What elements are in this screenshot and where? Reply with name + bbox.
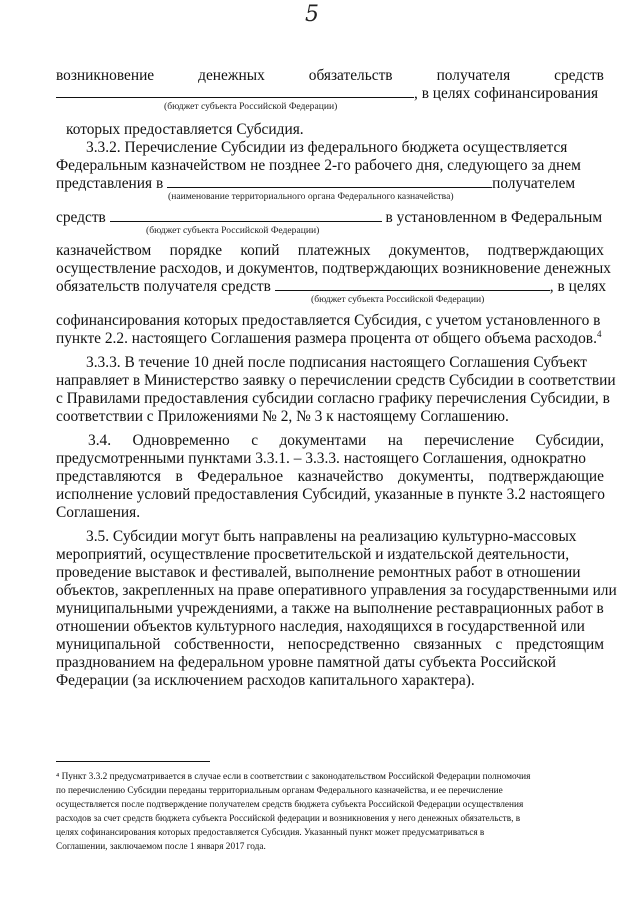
- line-text: , в целях софинансирования: [414, 85, 599, 102]
- footnote-line: по перечислению Субсидии переданы территориальным органам Федерального казначейства, и ее перечисление: [56, 786, 503, 796]
- word: собственности,: [174, 636, 275, 653]
- line-text: пункте 2.2. настоящего Соглашения размера процента от общего объема расходов.: [56, 330, 597, 347]
- footnote-divider: [56, 761, 210, 762]
- word: муниципальной: [56, 636, 161, 653]
- line-text: , в целях: [549, 278, 607, 295]
- text-line-20: исполнение условий предоставления Субсидий, указанные в пункте 3.2 настоящего: [56, 486, 605, 503]
- blank-caption: (бюджет субъекта Российской Федерации): [146, 225, 320, 236]
- fill-in-blank: [275, 277, 550, 291]
- text-line-16: соответствии с Приложениями № 2, № 3 к настоящему Соглашению.: [56, 408, 509, 425]
- text-line-9: осуществление расходов, и документов, подтверждающих возникновение денежных: [56, 260, 611, 277]
- text-line-21: Соглашения.: [56, 504, 141, 521]
- text-line-24: проведение выставок и фестивалей, выполнение ремонтных работ в отношении: [56, 564, 581, 581]
- footnote-line: Соглашении, заключаемом после 1 января 2017 года.: [56, 842, 266, 852]
- word: Одновременно: [132, 432, 230, 449]
- text-line-27: отношении объектов культурного наследия, находящихся в государственной или: [56, 618, 585, 635]
- word: Субсидии,: [535, 432, 604, 449]
- text-line-4: [86, 138, 604, 158]
- word: казначейством: [56, 242, 152, 259]
- line-text: в установленном в Федеральным: [385, 209, 603, 226]
- text-line-23: мероприятий, осуществление просветительской и издательской деятельности,: [56, 546, 570, 563]
- fill-in-blank: [167, 174, 492, 188]
- blank-caption: (бюджет субъекта Российской Федерации): [164, 101, 338, 112]
- line-text: 3.3.2. Перечисление Субсидии из федерального бюджета осуществляется: [86, 139, 568, 156]
- text-line-30: Федерации (за исключением расходов капитального характера).: [56, 672, 475, 689]
- blank-caption: (наименование территориального органа Федерального казначейства): [168, 191, 454, 202]
- word: денежных: [198, 67, 265, 84]
- footnote-line: ⁴ Пункт 3.3.2 предусматривается в случае если в соответствии с законодательством Российской Федерации полномочия: [56, 772, 531, 782]
- text-line-5: Федеральным казначейством не позднее 2-го рабочего дня, следующего за днем: [56, 157, 581, 174]
- word: копий: [240, 242, 280, 259]
- line-text: обязательств получателя средств: [56, 278, 271, 295]
- word: с: [495, 636, 503, 653]
- word: с: [251, 432, 259, 449]
- word: получателя: [436, 67, 511, 84]
- word: документами: [279, 432, 367, 449]
- word: связанных: [413, 636, 482, 653]
- word: казначейство: [297, 468, 384, 485]
- footnote-line: расходов за счет средств бюджета субъекта Российской федерации и возникновения у него денежных обязательств, в: [56, 814, 521, 824]
- fill-in-blank: [56, 84, 414, 98]
- footnote-marker: 4: [596, 328, 602, 339]
- word: подтверждающие: [488, 468, 604, 485]
- text-line-26: муниципальными учреждениями, а также на выполнение реставрационных работ в: [56, 600, 604, 617]
- line-text: средств: [56, 209, 106, 226]
- footnote-line: целях софинансирования которых предоставляется Субсидия. Указанный пункт может предусматриваться в: [56, 828, 485, 838]
- word: порядке: [169, 242, 223, 259]
- word: в: [175, 468, 183, 485]
- word: перечисление: [424, 432, 515, 449]
- text-line-8: [56, 241, 604, 261]
- word: представляются: [56, 468, 161, 485]
- text-line-29: празднованием на федеральном уровне памятной даты субъекта Российской: [56, 654, 557, 671]
- text-line-1: [56, 66, 604, 86]
- word: предстоящим: [515, 636, 604, 653]
- text-line-14: направляет в Министерство заявку о перечислении средств Субсидии в соответствии: [56, 372, 616, 389]
- text-line-28: [56, 635, 604, 655]
- text-line-25: объектов, закрепленных на праве оперативного управления за государственными или: [56, 582, 617, 599]
- text-line-12: [56, 329, 604, 349]
- blank-caption: (бюджет субъекта Российской Федерации): [311, 294, 485, 305]
- word: на: [387, 432, 403, 449]
- word: возникновение: [56, 67, 155, 84]
- text-line-7: [56, 208, 604, 228]
- word: 3.4.: [88, 432, 112, 449]
- text-line-3: которых предоставляется Субсидия.: [66, 121, 304, 138]
- word: документов,: [388, 242, 470, 259]
- word: Федеральное: [197, 468, 284, 485]
- text-line-11: софинансирования которых предоставляется Субсидия, с учетом установленного в: [56, 312, 601, 329]
- text-line-17: [88, 431, 604, 451]
- text-line-15: с Правилами предоставления субсидии согласно графику перечисления Субсидии, в: [56, 390, 610, 407]
- text-line-18: предусмотренными пунктами 3.3.1. – 3.3.3. настоящего Соглашения, однократно: [56, 450, 586, 467]
- word: платежных: [297, 242, 371, 259]
- line-text: представления в: [56, 175, 164, 192]
- text-line-19: [56, 467, 604, 487]
- word: средств: [554, 67, 604, 84]
- word: непосредственно: [287, 636, 400, 653]
- footnote-line: осуществляется после подтверждение получателем средств бюджета субъекта Российской Федерации осуществления: [56, 800, 524, 810]
- line-text: получателем: [492, 175, 576, 192]
- word: подтверждающих: [487, 242, 604, 259]
- fill-in-blank: [110, 208, 382, 222]
- word: обязательств: [308, 67, 393, 84]
- text-line-13: 3.3.3. В течение 10 дней после подписания настоящего Соглашения Субъект: [86, 354, 588, 371]
- word: документы,: [397, 468, 474, 485]
- text-line-22: 3.5. Субсидии могут быть направлены на реализацию культурно-массовых: [86, 528, 577, 545]
- page-number: 5: [305, 2, 319, 27]
